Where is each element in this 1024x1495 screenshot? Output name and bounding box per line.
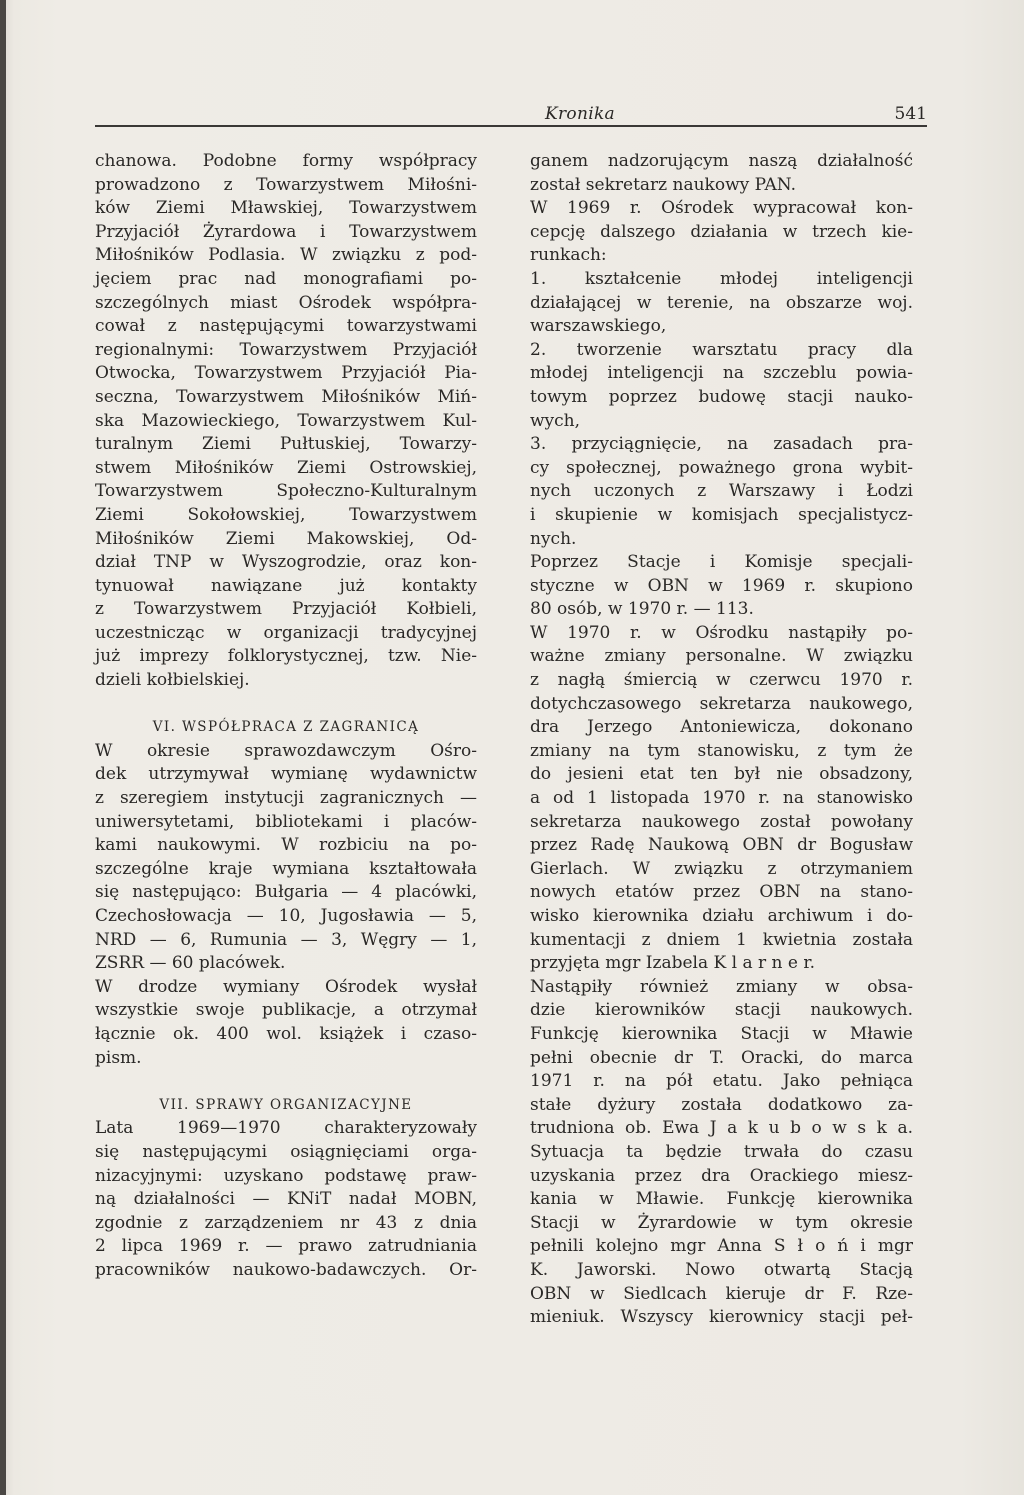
text-line: Czechosłowacja — 10, Jugosławia — 5, bbox=[95, 906, 477, 926]
text-line: sekretarza naukowego został powołany bbox=[530, 811, 913, 832]
text-line: ganem nadzorującym naszą działalność bbox=[530, 151, 913, 171]
text-line: się następująco: Bułgaria — 4 placówki, bbox=[95, 882, 477, 903]
section-gap bbox=[95, 1070, 477, 1094]
text-line: z Towarzystwem Przyjaciół Kołbieli, bbox=[95, 599, 477, 620]
text-line: pełni obecnie dr T. Oracki, do marca bbox=[530, 1047, 913, 1068]
text-line: turalnym Ziemi Pułtuskiej, Towarzy- bbox=[95, 434, 477, 455]
text-line: dra Jerzego Antoniewicza, dokonano bbox=[530, 717, 913, 738]
section-heading: VII. SPRAWY ORGANIZACYJNE bbox=[159, 1096, 413, 1113]
text-line: kania w Mławie. Funkcję kierownika bbox=[530, 1189, 913, 1210]
text-line: zmiany na tym stanowisku, z tym że bbox=[530, 740, 913, 761]
text-line: Sytuacja ta będzie trwała do czasu bbox=[530, 1141, 913, 1162]
section-heading: VI. WSPÓŁPRACA Z ZAGRANICĄ bbox=[152, 719, 420, 736]
text-line: stwem Miłośników Ziemi Ostrowskiej, bbox=[95, 457, 477, 478]
text-line: nizacyjnymi: uzyskano podstawę praw- bbox=[95, 1165, 477, 1186]
text-line: kami naukowymi. W rozbiciu na po- bbox=[95, 835, 477, 856]
text-line: K. Jaworski. Nowo otwartą Stacją bbox=[530, 1259, 913, 1280]
text-line: prowadzono z Towarzystwem Miłośni- bbox=[95, 174, 477, 195]
text-line: nych. bbox=[530, 528, 577, 549]
text-line: W okresie sprawozdawczym Ośro- bbox=[95, 740, 477, 761]
text-line: chanowa. Podobne formy współpracy bbox=[95, 151, 477, 171]
text-line: dział TNP w Wyszogrodzie, oraz kon- bbox=[95, 552, 477, 573]
text-line: szczególne kraje wymiana kształtowała bbox=[95, 858, 477, 879]
text-line: trudniona ob. Ewa J a k u b o w s k a. bbox=[530, 1118, 913, 1139]
text-line: cował z następującymi towarzystwami bbox=[95, 316, 477, 337]
text-line: towym poprzez budowę stacji nauko- bbox=[530, 386, 913, 407]
right-column bbox=[530, 150, 913, 1330]
text-line: ska Mazowieckiego, Towarzystwem Kul- bbox=[95, 410, 477, 431]
text-line: Towarzystwem Społeczno-Kulturalnym bbox=[95, 481, 477, 502]
text-line: NRD — 6, Rumunia — 3, Węgry — 1, bbox=[95, 929, 477, 950]
text-line: dzieli kołbielskiej. bbox=[95, 670, 250, 691]
text-line: wszystkie swoje publikacje, a otrzymał bbox=[95, 1000, 477, 1021]
text-line: Lata 1969—1970 charakteryzowały bbox=[95, 1118, 477, 1139]
running-title: Kronika bbox=[545, 104, 615, 124]
text-line: 2 lipca 1969 r. — prawo zatrudniania bbox=[95, 1236, 477, 1257]
text-line: cepcję dalszego działania w trzech kie- bbox=[530, 221, 913, 242]
text-line: Miłośników Podlasia. W związku z pod- bbox=[95, 245, 477, 266]
text-line: Miłośników Ziemi Makowskiej, Od- bbox=[95, 528, 477, 549]
text-line: Nastąpiły również zmiany w obsa- bbox=[530, 976, 913, 997]
text-line: do jesieni etat ten był nie obsadzony, bbox=[530, 764, 913, 785]
header-rule bbox=[95, 125, 927, 127]
text-line: nowych etatów przez OBN na stano- bbox=[530, 882, 913, 903]
text-line: działającej w terenie, na obszarze woj. bbox=[530, 292, 913, 313]
text-line: 3. przyciągnięcie, na zasadach pra- bbox=[530, 434, 913, 455]
text-line: Funkcję kierownika Stacji w Mławie bbox=[530, 1023, 913, 1044]
page-header bbox=[95, 98, 927, 126]
text-line: seczna, Towarzystwem Miłośników Miń- bbox=[95, 386, 477, 407]
text-line: łącznie ok. 400 wol. książek i czaso- bbox=[95, 1023, 477, 1044]
text-line: został sekretarz naukowy PAN. bbox=[530, 174, 796, 195]
text-line: dek utrzymywał wymianę wydawnictw bbox=[95, 764, 477, 785]
text-line: uzyskania przez dra Orackiego miesz- bbox=[530, 1165, 913, 1186]
text-line: ważne zmiany personalne. W związku bbox=[530, 646, 913, 667]
text-line: pracowników naukowo-badawczych. Or- bbox=[95, 1259, 477, 1280]
text-line: 80 osób, w 1970 r. — 113. bbox=[530, 599, 754, 620]
text-line: szczególnych miast Ośrodek współpra- bbox=[95, 292, 477, 313]
text-line: dzie kierowników stacji naukowych. bbox=[530, 1000, 913, 1021]
text-line: przyjęta mgr Izabela K l a r n e r. bbox=[530, 953, 816, 974]
text-line: W drodze wymiany Ośrodek wysłał bbox=[95, 976, 477, 997]
text-line: ków Ziemi Mławskiej, Towarzystwem bbox=[95, 198, 477, 219]
text-line: stałe dyżury została dodatkowo za- bbox=[530, 1094, 913, 1115]
text-line: pełnili kolejno mgr Anna S ł o ń i mgr bbox=[530, 1236, 913, 1257]
text-line: się następującymi osiągnięciami orga- bbox=[95, 1141, 477, 1162]
text-line: Poprzez Stacje i Komisje specjali- bbox=[530, 552, 913, 573]
book-spine-shadow bbox=[0, 0, 6, 1495]
text-line: pism. bbox=[95, 1047, 142, 1068]
text-line: warszawskiego, bbox=[530, 316, 667, 337]
text-line: tynuował nawiązane już kontakty bbox=[95, 575, 477, 596]
text-line: a od 1 listopada 1970 r. na stanowisko bbox=[530, 788, 913, 809]
text-line: cy społecznej, poważnego grona wybit- bbox=[530, 457, 913, 478]
text-line: i skupienie w komisjach specjalistycz- bbox=[530, 504, 913, 525]
text-line: Gierlach. W związku z otrzymaniem bbox=[530, 858, 913, 879]
text-line: 1. kształcenie młodej inteligencji bbox=[530, 268, 913, 289]
text-line: W 1969 r. Ośrodek wypracował kon- bbox=[530, 198, 913, 219]
text-line: mieniuk. Wszyscy kierownicy stacji peł- bbox=[530, 1307, 913, 1328]
text-line: runkach: bbox=[530, 245, 607, 266]
text-line: 2. tworzenie warsztatu pracy dla bbox=[530, 339, 913, 360]
text-line: styczne w OBN w 1969 r. skupiono bbox=[530, 575, 913, 596]
text-line: 1971 r. na pół etatu. Jako pełniąca bbox=[530, 1071, 913, 1092]
text-line: uniwersytetami, bibliotekami i placów- bbox=[95, 811, 477, 832]
text-line: OBN w Siedlcach kieruje dr F. Rze- bbox=[530, 1283, 913, 1304]
text-line: wisko kierownika działu archiwum i do- bbox=[530, 906, 913, 926]
text-line: Otwocka, Towarzystwem Przyjaciół Pia- bbox=[95, 363, 477, 384]
text-line: zgodnie z zarządzeniem nr 43 z dnia bbox=[95, 1212, 477, 1233]
page-number: 541 bbox=[894, 104, 927, 124]
text-line: przez Radę Naukową OBN dr Bogusław bbox=[530, 835, 913, 856]
left-column bbox=[95, 150, 477, 1283]
text-line: ZSRR — 60 placówek. bbox=[95, 953, 286, 974]
text-line: nych uczonych z Warszawy i Łodzi bbox=[530, 481, 913, 502]
text-line: jęciem prac nad monografiami po- bbox=[95, 268, 477, 289]
text-line: W 1970 r. w Ośrodku nastąpiły po- bbox=[530, 622, 913, 643]
text-line: dotychczasowego sekretarza naukowego, bbox=[530, 693, 913, 714]
text-line: młodej inteligencji na szczeblu powia- bbox=[530, 363, 913, 384]
text-line: regionalnymi: Towarzystwem Przyjaciół bbox=[95, 339, 477, 360]
text-line: uczestnicząc w organizacji tradycyjnej bbox=[95, 622, 477, 643]
text-line: z szeregiem instytucji zagranicznych — bbox=[95, 788, 477, 809]
text-line: już imprezy folklorystycznej, tzw. Nie- bbox=[95, 646, 477, 667]
text-line: Przyjaciół Żyrardowa i Towarzystwem bbox=[95, 221, 477, 242]
text-line: ną działalności — KNiT nadał MOBN, bbox=[95, 1189, 477, 1210]
text-line: Ziemi Sokołowskiej, Towarzystwem bbox=[95, 504, 477, 525]
text-line: kumentacji z dniem 1 kwietnia została bbox=[530, 929, 913, 950]
text-line: wych, bbox=[530, 410, 581, 431]
section-gap bbox=[95, 693, 477, 717]
text-line: z nagłą śmiercią w czerwcu 1970 r. bbox=[530, 670, 913, 691]
text-line: Stacji w Żyrardowie w tym okresie bbox=[530, 1212, 913, 1233]
